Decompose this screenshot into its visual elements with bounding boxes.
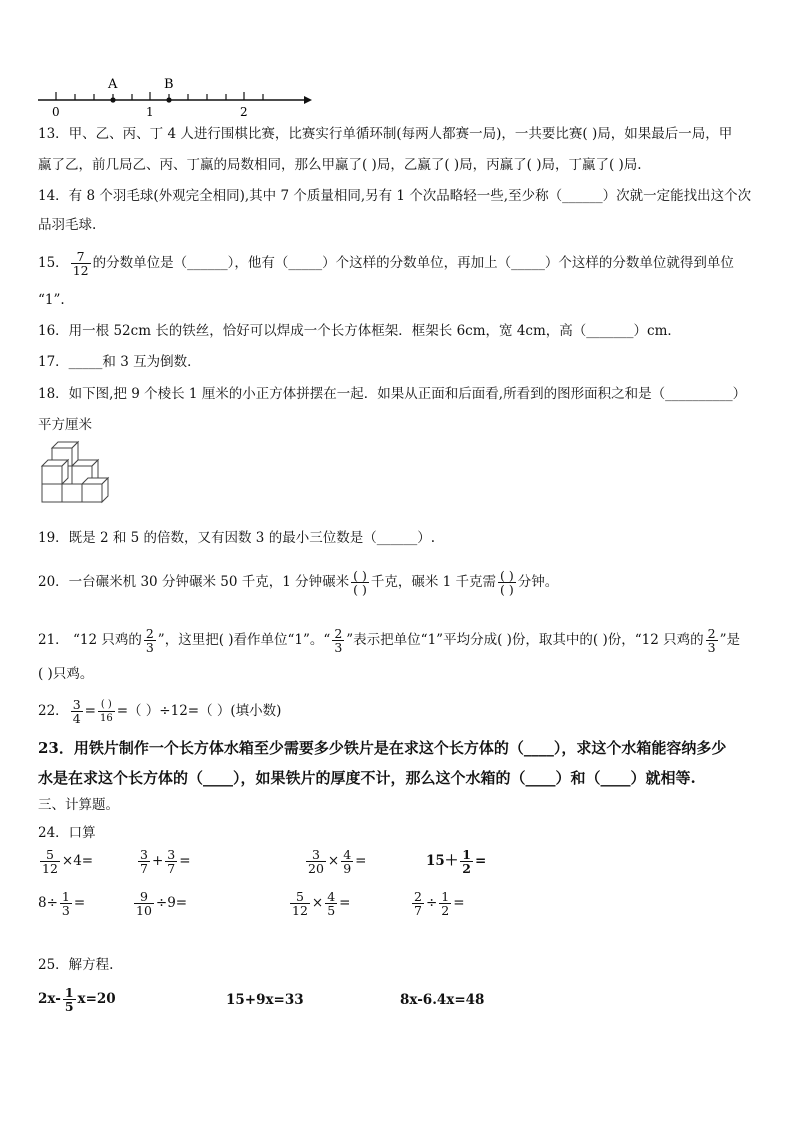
- calc-item-4: [426, 848, 486, 875]
- operator: ×: [311, 895, 324, 911]
- question-21-line-2: ( )只鸡。: [38, 666, 94, 682]
- frac-denominator: 16: [99, 713, 113, 724]
- frac-denominator: 3: [145, 640, 154, 655]
- calc-item-5: [38, 890, 85, 917]
- frac-numerator: 2: [334, 626, 343, 641]
- frac-numerator: 1: [64, 985, 74, 1000]
- tick-label-1: 1: [146, 105, 154, 119]
- fraction: [439, 890, 451, 917]
- q20-blank-fraction-2: [498, 569, 516, 596]
- question-23-line-2: 水是在求这个长方体的（____），如果铁片的厚度不计，那么这个水箱的（____）和（____）就相等.: [38, 769, 696, 787]
- equals-sign: =: [84, 703, 96, 719]
- question-20: [38, 569, 558, 596]
- question-14-line-2: 品羽毛球.: [38, 217, 97, 233]
- tick-label-0: 0: [52, 105, 60, 119]
- calc-item-7: [288, 890, 350, 917]
- frac-numerator: 5: [45, 847, 54, 862]
- question-13-line-1: 13．甲、乙、丙、丁 4 人进行围棋比赛，比赛实行单循环制(每两人都赛一局)，一共要比赛( )局，如果最后一局，甲: [38, 126, 733, 142]
- number-line: [36, 74, 316, 120]
- calc-tail: ×4=: [61, 853, 94, 869]
- calc-lead: 8÷: [38, 895, 58, 911]
- fraction: [134, 890, 154, 917]
- calc-item-2: [136, 848, 191, 875]
- calc-tail: =: [355, 853, 367, 869]
- operator: ×: [327, 853, 340, 869]
- frac-numerator: 3: [311, 847, 320, 862]
- question-22: [38, 698, 281, 725]
- question-16: 16．用一根 52cm 长的铁丝，恰好可以焊成一个长方体框架．框架长 6cm，宽 4cm，高（_______）cm．: [38, 323, 681, 339]
- q20-text-3: 分钟。: [517, 574, 559, 590]
- frac-denominator: 10: [136, 903, 152, 918]
- section-3-title: 三、计算题。: [38, 797, 119, 813]
- tick-label-2: 2: [240, 105, 248, 119]
- equation-2: 15+9x=33: [226, 992, 304, 1008]
- calc-lead: 15＋: [426, 853, 459, 869]
- frac-denominator: 3: [707, 640, 716, 655]
- fraction: [60, 890, 72, 917]
- frac-denominator: 7: [414, 903, 422, 918]
- calc-item-1: [38, 848, 93, 875]
- calc-tail: =: [453, 895, 465, 911]
- frac-numerator: 3: [140, 847, 148, 862]
- frac-denominator: 2: [441, 903, 450, 918]
- frac-denominator: 2: [462, 861, 471, 876]
- fraction: [460, 848, 473, 875]
- operator: +: [151, 853, 164, 869]
- calc-item-6: [132, 890, 187, 917]
- frac-numerator: 3: [72, 697, 81, 712]
- question-13-line-2: 赢了乙，前几局乙、丙、丁赢的局数相同，那么甲赢了( )局，乙赢了( )局，丙赢了( )局，丁赢了( )局.: [38, 157, 642, 173]
- fraction: [63, 986, 76, 1013]
- frac-denominator: 3: [61, 903, 70, 918]
- calc-tail: =: [339, 895, 351, 911]
- fraction-2-3: [144, 627, 156, 654]
- frac-denominator: 5: [64, 999, 74, 1014]
- calc-tail: ÷9=: [155, 895, 188, 911]
- equation-1: [38, 986, 116, 1013]
- frac-numerator: 3: [167, 847, 176, 862]
- label-a: A: [108, 77, 118, 92]
- eq-tail: x=20: [77, 991, 116, 1007]
- frac-numerator: 2: [145, 626, 154, 641]
- point-b: [166, 97, 171, 102]
- frac-numerator: ( ): [353, 568, 367, 583]
- question-17: 17．_____和 3 互为倒数．: [38, 354, 201, 370]
- frac-numerator: ( ): [500, 568, 514, 583]
- frac-numerator: 4: [327, 889, 336, 904]
- frac-denominator: 12: [292, 903, 308, 918]
- q20-text-2: 千克，碾米 1 千克需: [370, 574, 496, 590]
- fraction: [306, 848, 326, 875]
- frac-numerator: 1: [462, 847, 471, 862]
- question-23-line-1: 23．用铁片制作一个长方体水箱至少需要多少铁片是在求这个长方体的（____），求这个水箱能容纳多少: [38, 739, 727, 757]
- frac-denominator: ( ): [500, 582, 514, 597]
- frac-denominator: ( ): [353, 582, 367, 597]
- fraction-7-12: [71, 250, 91, 277]
- fraction-2-3: [332, 627, 344, 654]
- q21-text-4: ”是: [719, 632, 740, 648]
- fraction: [165, 848, 177, 875]
- question-24-title: 24．口算: [38, 825, 96, 841]
- frac-denominator: 7: [167, 861, 176, 876]
- q21-text-2: ”，这里把( )看作单位“1”。“: [157, 632, 331, 648]
- question-15-line-1: [38, 250, 734, 277]
- question-15-line-2: “1”.: [38, 292, 65, 308]
- frac-denominator: 5: [327, 903, 336, 918]
- frac-numerator: 4: [343, 847, 352, 862]
- frac-denominator: 12: [42, 861, 58, 876]
- question-18-line-2: 平方厘米: [38, 417, 92, 433]
- frac-denominator: 12: [72, 263, 89, 278]
- frac-numerator: 7: [76, 249, 85, 264]
- label-b: B: [164, 77, 174, 92]
- q15-text: 的分数单位是（______），他有（_____）个这样的分数单位，再加上（_____）个这样的分数单位就得到单位: [92, 255, 734, 271]
- calc-tail: =: [73, 895, 86, 911]
- point-a: [110, 97, 115, 102]
- q21-text-3: ”表示把单位“1”平均分成( )份，取其中的( )份，“12 只鸡的: [346, 632, 704, 648]
- frac-numerator: 9: [139, 889, 148, 904]
- frac-numerator: 2: [414, 889, 422, 904]
- question-14-line-1: 14．有 8 个羽毛球(外观完全相同),其中 7 个质量相同,另有 1 个次品略轻一些,至少称（______）次就一定能找出这个次: [38, 188, 752, 204]
- fraction: [325, 890, 337, 917]
- q21-text-1: 21． “12 只鸡的: [38, 632, 142, 648]
- frac-denominator: 9: [343, 861, 352, 876]
- fraction: [40, 848, 60, 875]
- cube-stack-figure: [40, 440, 116, 514]
- question-21-line-1: [38, 627, 740, 654]
- question-18-line-1: 18．如下图,把 9 个棱长 1 厘米的小正方体拼摆在一起．如果从正面和后面看,所看到的图形面积之和是（__________）: [38, 386, 747, 402]
- frac-numerator: 5: [295, 889, 304, 904]
- fraction-2-3: [706, 627, 718, 654]
- frac-numerator: ( ): [100, 699, 112, 710]
- frac-denominator: 20: [308, 861, 324, 876]
- equation-3: 8x-6.4x=48: [400, 992, 485, 1008]
- frac-denominator: 3: [334, 640, 343, 655]
- q22-number: 22．: [38, 703, 69, 719]
- q22-text: =（ ）÷12=（ ）(填小数): [116, 703, 282, 719]
- fraction: [290, 890, 310, 917]
- q20-text-1: 20．一台碾米机 30 分钟碾米 50 千克，1 分钟碾米: [38, 574, 350, 590]
- frac-denominator: 7: [140, 861, 148, 876]
- fraction-blank-16: [98, 698, 115, 725]
- frac-numerator: 1: [441, 889, 450, 904]
- fraction: [138, 848, 150, 875]
- calc-tail: =: [475, 853, 487, 869]
- eq-lead: 2x-: [38, 991, 61, 1007]
- frac-numerator: 1: [61, 889, 70, 904]
- frac-denominator: 4: [72, 711, 81, 726]
- calc-item-8: [410, 890, 465, 917]
- q15-number: 15．: [38, 255, 69, 271]
- question-19: 19．既是 2 和 5 的倍数，又有因数 3 的最小三位数是（______）.: [38, 530, 435, 546]
- calc-item-3: [304, 848, 366, 875]
- frac-numerator: 2: [707, 626, 716, 641]
- fraction-3-4: [71, 698, 83, 725]
- q20-blank-fraction-1: [351, 569, 369, 596]
- question-25-title: 25．解方程.: [38, 957, 114, 973]
- fraction: [412, 890, 424, 917]
- calc-tail: =: [179, 853, 191, 869]
- fraction: [341, 848, 353, 875]
- operator: ÷: [425, 895, 438, 911]
